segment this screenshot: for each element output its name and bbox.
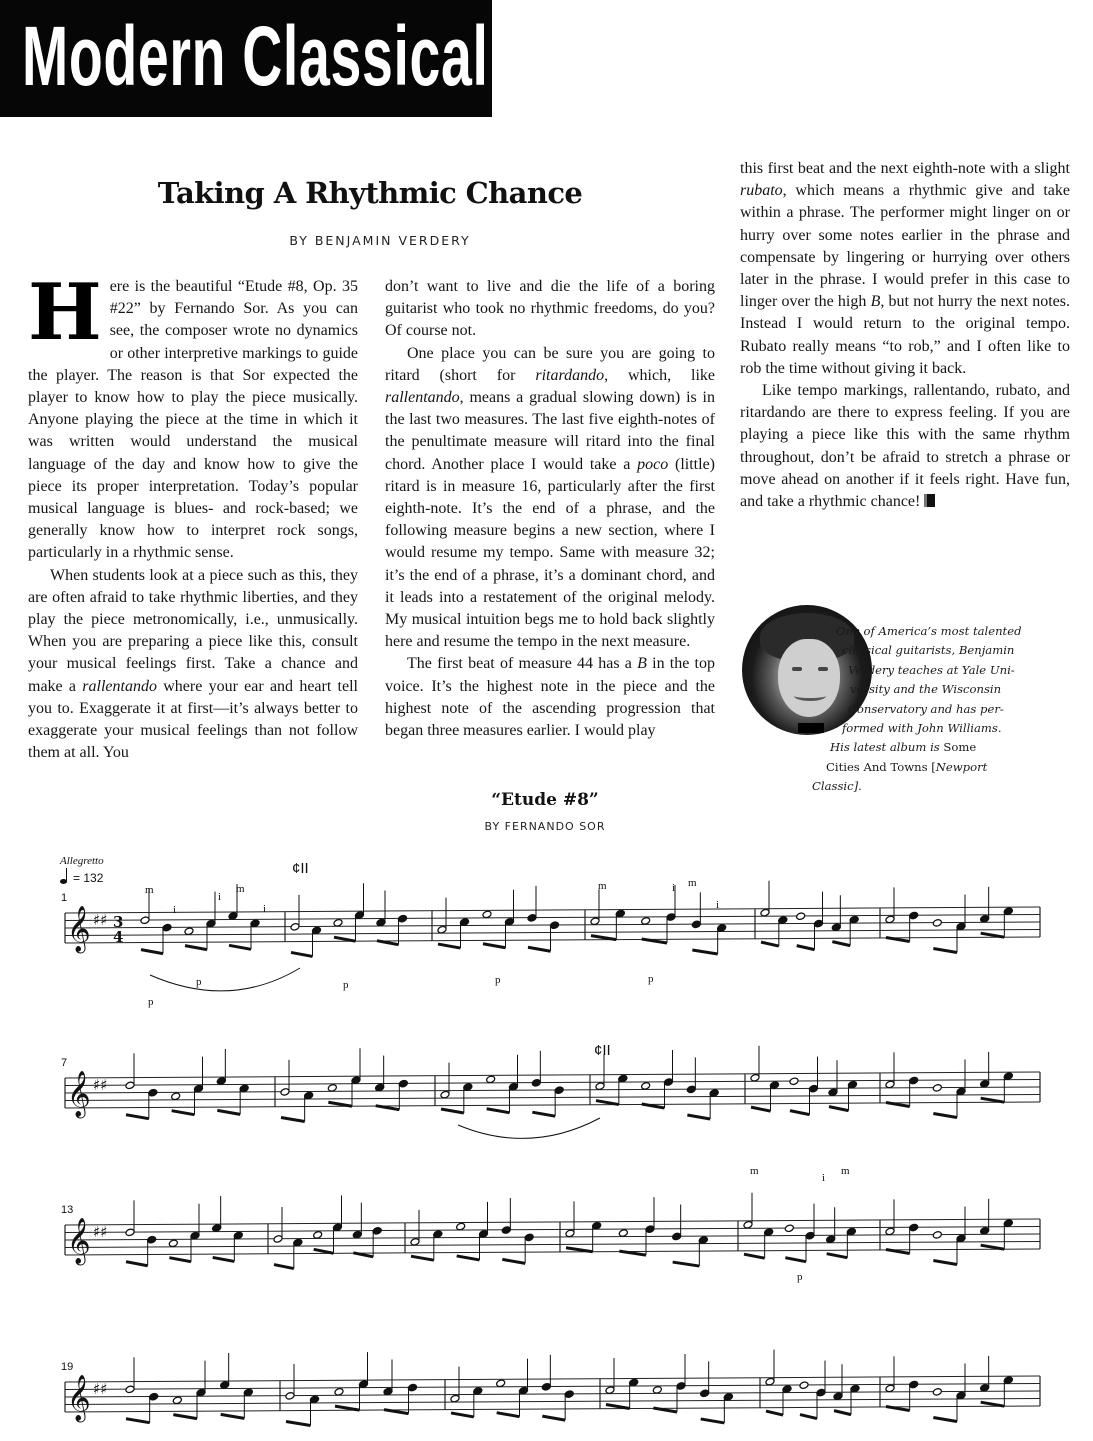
- fingering-label: i: [263, 903, 267, 915]
- beam: [172, 1111, 195, 1115]
- beam: [797, 946, 815, 950]
- beam: [981, 1098, 1005, 1102]
- time-signature: 3: [113, 913, 124, 931]
- beam: [933, 1417, 957, 1421]
- measure-number: 7: [61, 1057, 68, 1069]
- beam: [834, 1411, 851, 1415]
- note-head: [125, 1081, 135, 1090]
- fingering-label: p: [797, 1271, 803, 1283]
- note-head: [125, 1228, 135, 1237]
- beam: [596, 1101, 619, 1105]
- note-head: [909, 911, 919, 920]
- fingering-label: p: [495, 974, 501, 986]
- note-head: [645, 1225, 655, 1234]
- fingering-label: p: [148, 996, 154, 1008]
- beam: [829, 1107, 849, 1111]
- beam: [441, 1109, 464, 1113]
- beam: [221, 1414, 245, 1418]
- beam: [761, 942, 779, 946]
- note-head: [932, 1231, 942, 1240]
- beam: [800, 1415, 817, 1419]
- note-head: [501, 1226, 511, 1235]
- drop-cap: H: [28, 267, 102, 358]
- score-title: “Etude #8”: [491, 790, 599, 810]
- note-head: [686, 1085, 696, 1094]
- staff-line: [65, 1399, 1040, 1405]
- note-head: [796, 912, 806, 921]
- beam: [497, 1413, 520, 1417]
- beam: [281, 1118, 305, 1122]
- beam: [744, 1254, 765, 1258]
- fingering-label: p: [343, 979, 349, 991]
- fingering-label: m: [145, 884, 154, 896]
- beam: [751, 1107, 771, 1111]
- beam: [126, 1115, 149, 1119]
- fingering-label: i: [173, 904, 177, 916]
- beam: [286, 1421, 311, 1425]
- note-head: [700, 1389, 710, 1398]
- note-head: [909, 1076, 919, 1085]
- paragraph: The first beat of measure 44 has a B in the top voice. It’s the highest note in the piece and the highest note of the ascending progression that began three measures earlier. I would play: [385, 655, 716, 740]
- note-head: [814, 919, 824, 928]
- note-head: [273, 1235, 283, 1244]
- staff-line: [65, 930, 1040, 936]
- barre-marking: ¢II: [292, 860, 309, 877]
- fingering-label: m: [750, 1165, 759, 1177]
- note-head: [799, 1381, 809, 1390]
- fingering-label: i: [218, 891, 222, 903]
- metronome-marking: = 132: [60, 871, 103, 885]
- tempo-marking: Allegretto: [60, 855, 104, 867]
- note-head: [909, 1223, 919, 1232]
- note-head: [140, 916, 150, 925]
- note-head: [524, 1233, 534, 1242]
- note-head: [149, 1392, 159, 1401]
- paragraph: Here is the beautiful “Etude #8, Op. 35 #22” by Fernando Sor. As you can see, the composer wrote no dynamics or other interpretive markings to guide the player. The reason is that Sor expected the player to know how to play the piece musically. Anyone playing the piece at the time in which it was written would understand the musical language of the day and know how to give the piece its proper interpretation. Today’s popular musical language is blues- and rock-based; we generally know how to interpret rock songs, particularly in a rhythmic sense.: [28, 267, 358, 562]
- beam: [532, 1112, 555, 1116]
- beam: [701, 1419, 725, 1423]
- paragraph: this first beat and the next eighth-note with a slight rubato, which means a rhythmic give and take within a phrase. The performer might linger on or hurry over some notes earlier in the phrase and compensate by lingering or hurrying over others later in the phrase. I would prefer in this case to linger over the high B, but not hurry the next notes. Instead I would return to the original tempo. Rubato really means “to rob,” and I often like to rob the time without giving it back.: [740, 160, 1070, 377]
- note-head: [550, 921, 560, 930]
- note-head: [290, 923, 300, 932]
- note-head: [809, 1084, 819, 1093]
- score-byline: BY FERNANDO SOR: [484, 820, 606, 833]
- beam: [766, 1411, 783, 1415]
- note-head: [398, 914, 408, 923]
- paragraph: One place you can be sure you are going to ritard (short for ritardando, which, like rallentando, means a gradual slowing down) is in the last two measures. The last five eighth-notes of the penultimate measure will ritard into the final chord. Another place I would take a poco (little) ritard is in measure 16, particularly after the first eighth-note. It’s the end of a phrase, and the following measure begins a new section, where I would resume my tempo. Same with measure 32; it’s the end of a phrase, it’s a dominant chord, and it leads into a restatement of the original melody. My musical intuition begs me to hold back slightly here and resume the tempo in the next measure.: [385, 344, 715, 651]
- beam: [451, 1413, 474, 1417]
- note-head: [541, 1383, 551, 1392]
- paragraph: When students look at a piece such as this, they are often afraid to take rhythmic liberties, and they play the piece metronomically, i.e., unmusically. When you are preparing a piece like this, consult your musical feelings first. Take a chance and make a rallentando where your ear and heart tell you to. Exaggerate it at first—it’s always better to exaggerate your musical feelings than not follow them at all. You: [28, 566, 358, 762]
- note-head: [398, 1079, 408, 1088]
- treble-clef-icon: 𝄞: [67, 906, 91, 952]
- staff-line: [65, 1087, 1040, 1093]
- paragraph: Like tempo markings, rallentando, rubato, and ritardando are there to express feeling. If you are playing a piece like this with the same rhythm throughout, don’t be afraid to stretch a phrase or move ahead on another if it feels right. Have fun, and take a rhythmic chance!: [740, 382, 1070, 511]
- beam: [169, 1258, 191, 1262]
- fingering-label: p: [648, 973, 654, 985]
- measure-number: 1: [61, 892, 68, 904]
- beam: [687, 1115, 710, 1119]
- fingering-label: m: [236, 883, 245, 895]
- beam: [334, 937, 356, 941]
- slur: [150, 968, 300, 991]
- note-head: [285, 1392, 295, 1401]
- note-head: [932, 1084, 942, 1093]
- note-head: [666, 913, 676, 922]
- beam: [933, 1260, 957, 1264]
- note-head: [664, 1078, 674, 1087]
- beam: [542, 1416, 565, 1420]
- beam: [981, 933, 1005, 937]
- note-head: [789, 1077, 799, 1086]
- note-head: [408, 1383, 418, 1392]
- section-title: Modern Classical: [22, 9, 489, 103]
- beam: [502, 1259, 525, 1263]
- key-signature: ♯♯: [93, 1076, 108, 1094]
- fingering-label: i: [672, 882, 676, 894]
- beam: [274, 1265, 294, 1269]
- beam: [328, 1102, 352, 1106]
- beam: [785, 1258, 806, 1262]
- key-signature: ♯♯: [93, 1223, 108, 1241]
- note-head: [564, 1390, 574, 1399]
- fingering-label: m: [598, 880, 607, 892]
- beam: [933, 1113, 957, 1117]
- note-head: [932, 919, 942, 928]
- beam: [126, 1419, 150, 1423]
- beam: [213, 1257, 235, 1261]
- note-head: [691, 920, 701, 929]
- note-head: [147, 1235, 157, 1244]
- key-signature: ♯♯: [93, 1380, 108, 1398]
- key-signature: ♯♯: [93, 911, 108, 929]
- fingering-label: m: [688, 877, 697, 889]
- fingering-label: p: [196, 976, 202, 988]
- fingering-label: m: [841, 1165, 850, 1177]
- beam: [566, 1248, 593, 1252]
- staff-line: [65, 1095, 1040, 1101]
- note-head: [909, 1380, 919, 1389]
- note-head: [816, 1388, 826, 1397]
- beam: [692, 950, 717, 954]
- article-title: Taking A Rhythmic Chance: [157, 176, 583, 210]
- author-bio: One of America’s most talented classical guitarists, Benjamin Verdery teaches at Yale Uni- versity and the Wisconsin Conservatory and has per- formed with John Williams. His latest album is Some Cities And Towns [Newport Classic].: [812, 624, 1022, 794]
- note-head: [676, 1382, 686, 1391]
- beam: [126, 1262, 148, 1266]
- beam: [487, 1109, 510, 1113]
- barre-marking: ¢II: [594, 1042, 611, 1059]
- beam: [314, 1249, 334, 1253]
- beam: [933, 948, 957, 952]
- note-head: [784, 1224, 794, 1233]
- beam: [411, 1256, 434, 1260]
- note-head: [531, 1079, 541, 1088]
- beam: [173, 1415, 197, 1419]
- slur: [458, 1118, 600, 1138]
- note-head: [805, 1231, 815, 1240]
- beam: [591, 936, 616, 940]
- beam: [673, 1262, 700, 1266]
- note-head: [554, 1086, 564, 1095]
- measure-number: 13: [61, 1204, 74, 1216]
- measure-number: 19: [61, 1361, 74, 1373]
- beam: [483, 944, 506, 948]
- beam: [335, 1406, 360, 1410]
- beam: [185, 946, 207, 950]
- article-byline: BY BENJAMIN VERDERY: [289, 233, 471, 248]
- staff-line: [65, 1391, 1040, 1397]
- beam: [457, 1256, 480, 1260]
- beam: [832, 942, 850, 946]
- note-head: [932, 1388, 942, 1397]
- time-signature: 4: [113, 928, 124, 946]
- note-head: [672, 1232, 682, 1241]
- note-head: [162, 923, 172, 932]
- treble-clef-icon: 𝄞: [67, 1071, 91, 1117]
- note-head: [148, 1088, 158, 1097]
- paragraph: don’t want to live and die the life of a boring guitarist who took no rhythmic freedoms, do you? Of course not.: [385, 278, 715, 340]
- note-head: [280, 1088, 290, 1097]
- beam: [229, 945, 251, 949]
- beam: [528, 947, 551, 951]
- staff-line: [65, 1234, 1040, 1240]
- note-head: [125, 1385, 135, 1394]
- beam: [981, 1245, 1005, 1249]
- beam: [291, 952, 313, 956]
- fingering-label: i: [822, 1172, 826, 1184]
- note-head: [372, 1227, 382, 1236]
- beam: [438, 944, 461, 948]
- beam: [827, 1254, 848, 1258]
- beam: [606, 1405, 630, 1409]
- note-head: [527, 914, 537, 923]
- beam: [217, 1110, 240, 1114]
- beam: [790, 1111, 810, 1115]
- beam: [981, 1402, 1005, 1406]
- treble-clef-icon: 𝄞: [67, 1375, 91, 1421]
- beam: [141, 950, 163, 954]
- fingering-label: i: [716, 899, 720, 911]
- treble-clef-icon: 𝄞: [67, 1218, 91, 1264]
- staff-line: [65, 1242, 1040, 1248]
